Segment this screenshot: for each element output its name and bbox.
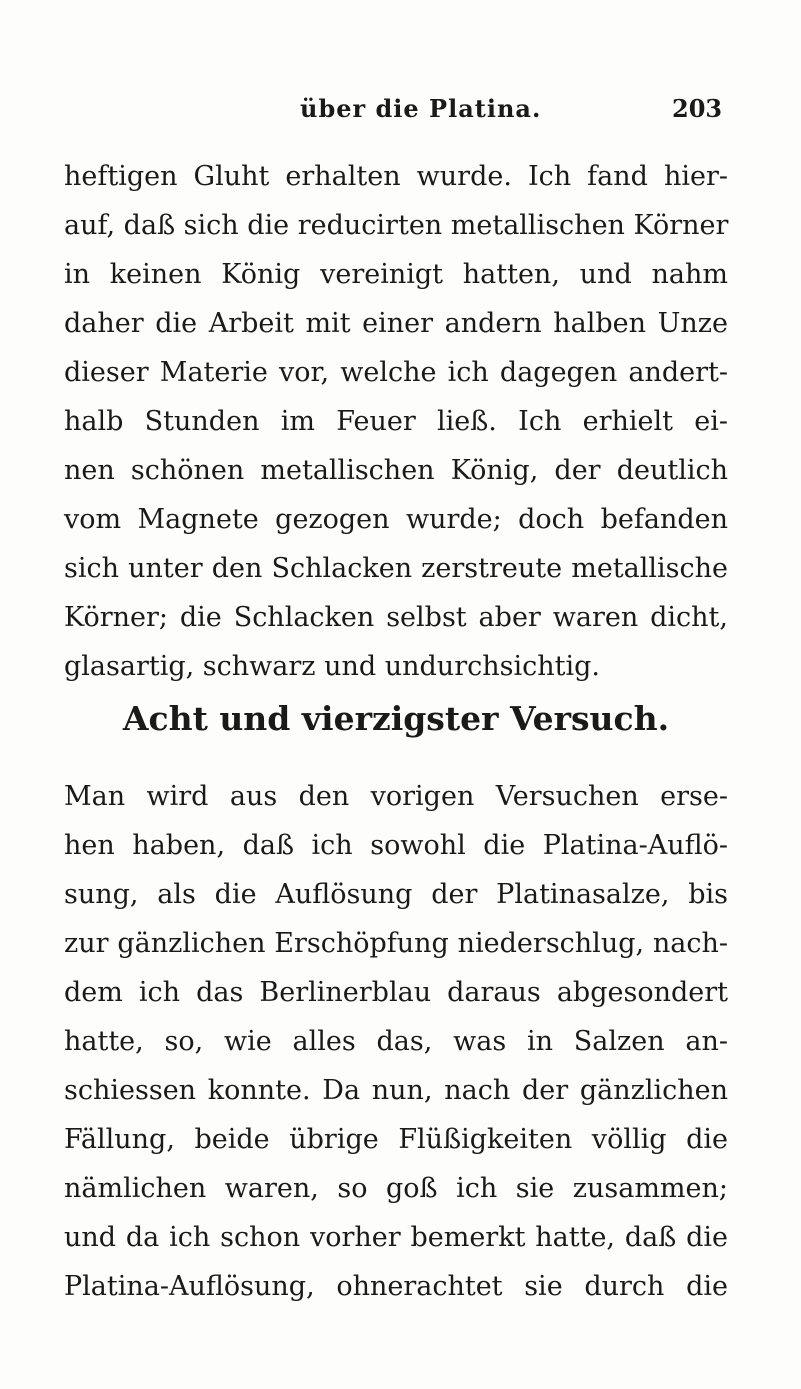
text-line: vom Magnete gezogen wurde; doch befanden [64, 504, 728, 535]
text-line: Körner; die Schlacken selbst aber waren dicht, [64, 602, 728, 633]
text-line: hatte, so, wie alles das, was in Salzen an- [64, 1026, 728, 1057]
running-head [0, 94, 801, 134]
paragraph-2 [64, 772, 728, 1311]
text-line: dieser Materie vor, welche ich dagegen andert- [64, 357, 728, 388]
text-line: sich unter den Schlacken zerstreute metallische [64, 553, 728, 584]
text-line: zur gänzlichen Erschöpfung niederschlug, nach- [64, 928, 728, 959]
paragraph-1 [64, 152, 728, 691]
text-line: in keinen König vereinigt hatten, und nahm [64, 259, 728, 290]
text-line: und da ich schon vorher bemerkt hatte, daß die [64, 1222, 728, 1253]
text-line: halb Stunden im Feuer ließ. Ich erhielt ei- [64, 406, 728, 437]
text-line: Platina-Auflösung, ohnerachtet sie durch die [64, 1271, 728, 1302]
running-title: über die Platina. [300, 94, 542, 123]
text-line: Man wird aus den vorigen Versuchen erse- [64, 781, 728, 812]
text-line: Fällung, beide übrige Flüßigkeiten völlig die [64, 1124, 728, 1155]
text-line: nen schönen metallischen König, der deutlich [64, 455, 728, 486]
text-line: heftigen Gluht erhalten wurde. Ich fand hier- [64, 161, 728, 192]
text-line: dem ich das Berlinerblau daraus abgesondert [64, 977, 728, 1008]
page-number: 203 [672, 94, 723, 123]
text-line: sung, als die Auflösung der Platinasalze, bis [64, 879, 728, 910]
text-line: daher die Arbeit mit einer andern halben Unze [64, 308, 728, 339]
text-line: hen haben, daß ich sowohl die Platina-Auflö- [64, 830, 728, 861]
text-line: auf, daß sich die reducirten metallischen Körner [64, 210, 729, 241]
text-line: schiessen konnte. Da nun, nach der gänzlichen [64, 1075, 728, 1106]
section-heading: Acht und vierzigster Versuch. [122, 699, 670, 738]
text-line: glasartig, schwarz und undurchsichtig. [64, 651, 600, 682]
text-line: nämlichen waren, so goß ich sie zusammen; [64, 1173, 728, 1204]
